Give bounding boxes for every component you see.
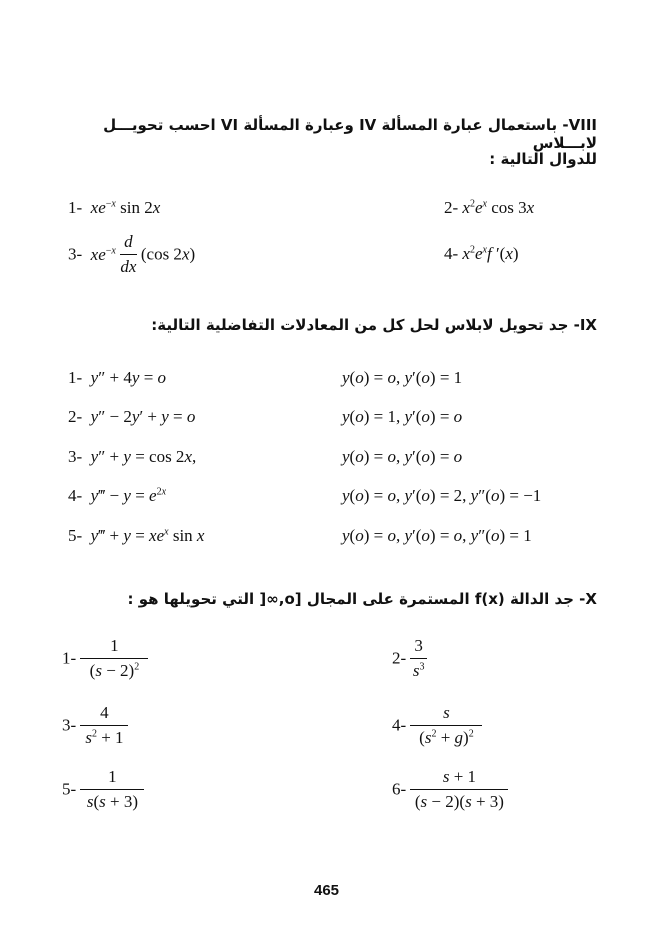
ix-cond-1: y(o) = o, y′(o) = 1 bbox=[342, 368, 463, 387]
viii-item-2-expr: $x^2e^x$ cos 3x bbox=[462, 198, 535, 217]
ix-cond-5: y(o) = o, y′(o) = o, y″(o) = 1 bbox=[342, 526, 532, 545]
viii-item-3: 3- $xe^{-x}$ $\frac{d}{dx}$ (cos 2x) bbox=[68, 232, 196, 276]
ix-eq-5: 5- y‴ + $y = xe^x$ sin x bbox=[68, 526, 205, 545]
viii-item-3-expr: $xe^{-x}$ bbox=[90, 244, 116, 264]
section-x-heading: X- جد الدالة f(x) المستمرة على المجال [o,∞[ التي تحويلها هو : bbox=[127, 590, 597, 608]
section-viii-heading-cont: للدوال التالية : bbox=[489, 150, 597, 168]
section-ix-heading: IX- جد تحويل لابلاس لحل كل من المعادلات التفاضلية التالية: bbox=[151, 316, 597, 334]
ix-cond-2: y(o) = 1, y′(o) = o bbox=[342, 407, 463, 426]
viii-item-1: 1- $xe^{-x}$ sin 2x bbox=[68, 198, 161, 217]
section-viii-heading bbox=[37, 116, 597, 152]
x-item-4: 4- $\frac{s}{(s^2 + g)^2}$ bbox=[392, 703, 482, 748]
ix-cond-4: y(o) = o, y′(o) = 2, y″(o) = −1 bbox=[342, 486, 542, 505]
x-item-6: 6- $\frac{s + 1}{(s - 2)(s + 3)}$ bbox=[392, 767, 508, 812]
page-number: 465 bbox=[314, 882, 340, 899]
ix-eq-2: 2- y″ − 2y′ + y = o bbox=[68, 407, 196, 426]
ix-eq-3: 3- y″ + y = cos 2x, bbox=[68, 447, 197, 466]
x-item-5: 5- $\frac{1}{s(s + 3)}$ bbox=[62, 767, 144, 812]
viii-item-3-derivative: $\frac{d}{dx}$ bbox=[120, 232, 137, 276]
x-item-3: 3- $\frac{4}{s^2 + 1}$ bbox=[62, 703, 128, 748]
viii-item-4-expr: $x^2e^xf$ ′(x) bbox=[462, 244, 519, 263]
viii-item-1-expr: $xe^{-x}$ sin 2x bbox=[90, 198, 161, 217]
section-viii-heading-text: VIII- باستعمال عبارة المسألة IV وعبارة المسألة VI احسب تحويـــل لابـــلاس bbox=[103, 116, 597, 152]
ix-cond-3: y(o) = o, y′(o) = o bbox=[342, 447, 463, 466]
x-item-2: 2- $\frac{3}{s^3}$ bbox=[392, 636, 427, 681]
viii-item-2: 2- $x^2e^x$ cos 3x bbox=[444, 198, 535, 217]
x-item-1: 1- $\frac{1}{(s - 2)^2}$ bbox=[62, 636, 148, 681]
ix-eq-1: 1- y″ + 4y = o bbox=[68, 368, 167, 387]
viii-item-4: 4- $x^2e^xf$ ′(x) bbox=[444, 244, 519, 263]
ix-eq-4: 4- y‴ − $y = e^{2x}$ bbox=[68, 486, 167, 505]
